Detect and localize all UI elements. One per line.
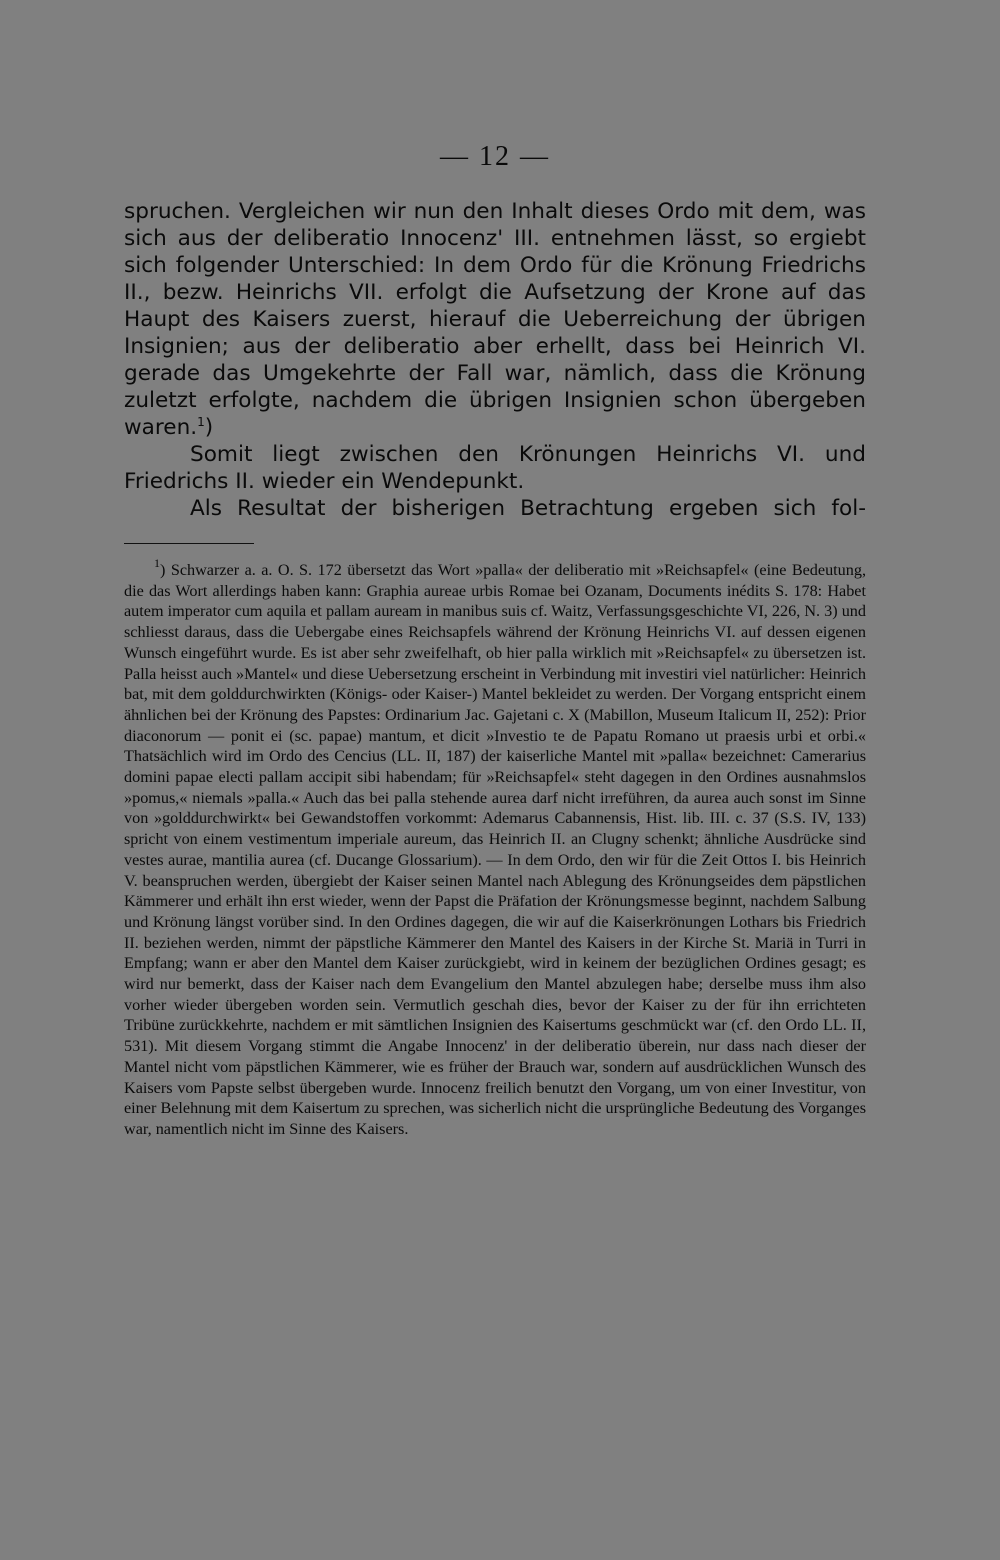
footnote-reference-paren: ) <box>204 415 214 440</box>
page-number: — 12 — <box>440 141 550 172</box>
body-paragraph <box>124 198 866 441</box>
footnote <box>124 556 867 1140</box>
footnote-text-block <box>124 556 867 1140</box>
body-paragraph: Als Resultat der bisherigen Betrachtung ergeben sich fol- <box>190 496 866 521</box>
footnote-reference[interactable]: 1 <box>197 415 205 429</box>
footnote-marker: 1 <box>154 556 160 570</box>
body-paragraph: Somit liegt zwischen den Krönungen Heinrichs VI. und Friedrichs II. wieder ein Wendepunkt. <box>124 442 866 494</box>
book-page <box>124 0 866 1560</box>
paragraph-text: spruchen. Vergleichen wir nun den Inhalt dieses Ordo mit dem, was sich aus der deliberatio Innocenz' III. entnehmen lässt, so ergiebt sich folgender Unterschied: In dem Ordo für die Krönung Friedrichs II., bezw. Heinrichs VII. erfolgt die Aufsetzung der Krone auf das Haupt des Kaisers zuerst, hierauf die Ueberreichung der übrigen Insignien; aus der deliberatio aber erhellt, dass bei Heinrich VI. gerade das Umgekehrte der Fall war, nämlich, dass die Krönung zuletzt erfolgte, nachdem die übrigen Insignien schon übergeben waren. <box>124 199 866 440</box>
main-text <box>124 198 866 522</box>
footnote-divider <box>124 543 254 544</box>
footnote-marker-paren: ) <box>160 561 166 579</box>
footnote-text: Schwarzer a. a. O. S. 172 übersetzt das Wort »palla« der deliberatio mit »Reichsapfel« (eine Bedeutung, die das Wort allerdings haben kann: Graphia aureae urbis Romae bei Ozanam, Documents inédits S. 178: Habet autem imperator cum aquila et pallam auream in manibus suis cf. Waitz, Verfassungsgeschichte VI, 226, N. 3) und schliesst daraus, dass die Uebergabe eines Reichsapfels während der Krönung Heinrichs VI. auf dessen eigenen Wunsch eingeführt wurde. Es ist aber sehr zweifelhaft, ob hier palla wirklich mit »Reichsapfel« zu übersetzen ist. Palla heisst auch »Mantel« und diese Uebersetzung erscheint in Verbindung mit investiri viel natürlicher: Heinrich bat, mit dem golddurchwirkten (Königs- oder Kaiser-) Mantel bekleidet zu werden. Der Vorgang entspricht einem ähnlichen bei der Krönung des Papstes: Ordinarium Jac. Gajetani c. X (Mabillon, Museum Italicum II, 252): Prior diaconorum — ponit ei (sc. papae) mantum, et dicit »Investio te de Papatu Romano ut praesis urbi et orbi.« Thatsächlich wird im Ordo des Cencius (LL. II, 187) der kaiserliche Mantel mit »palla« bezeichnet: Camerarius domini papae electi pallam accipit sibi habendam; für »Reichsapfel« steht dagegen in den Ordines ausnahmslos »pomus,« niemals »palla.« Auch das bei palla stehende aurea darf nicht irreführen, da aurea auch sonst im Sinne von »golddurchwirkt« bei Gewandstoffen vorkommt: Ademarus Cabannensis, Hist. lib. III. c. 37 (S.S. IV, 133) spricht von einem vestimentum imperiale aureum, das Heinrich II. an Clugny schenkt; ähnliche Ausdrücke sind vestes aurae, mantilia aurea (cf. Ducange Glossarium). — In dem Ordo, den wir für die Zeit Ottos I. bis Heinrich V. beanspruchen werden, übergiebt der Kaiser seinen Mantel nach Ablegung des Krönungseides dem päpstlichen Kämmerer und erhält ihn erst wieder, wenn der Papst die Präfation der Krönungsmesse beginnt, nachdem Salbung und Krönung längst vorüber sind. In den Ordines dagegen, die wir auf die Kaiserkrönungen Lothars bis Friedrich II. beziehen werden, nimmt der päpstliche Kämmerer den Mantel des Kaisers in der Kirche St. Mariä in Turri in Empfang; wann er aber den Mantel dem Kaiser zurückgiebt, wird in keinem der bezüglichen Ordines gesagt; es wird nur bemerkt, dass der Kaiser nach dem Evangelium den Mantel abzulegen habe; derselbe muss ihm also vorher wieder übergeben worden sein. Vermutlich geschah dies, bevor der Kaiser zu der für ihn errichteten Tribüne zurückkehrte, nachdem er mit sämtlichen Insignien des Kaisertums geschmückt war (cf. den Ordo LL. II, 531). Mit diesem Vorgang stimmt die Angabe Innocenz' in der deliberatio überein, nur dass nach dieser der Mantel nicht vom päpstlichen Kämmerer, wie es früher der Brauch war, sondern auf ausdrücklichen Wunsch des Kaisers vom Papste selbst übergeben wurde. Innocenz freilich benutzt den Vorgang, um von einer Investitur, von einer Belehnung mit dem Kaisertum zu sprechen, was sicherlich nicht die ursprüngliche Bedeutung des Vorganges war, namentlich nicht im Sinne des Kaisers. <box>124 561 867 1138</box>
